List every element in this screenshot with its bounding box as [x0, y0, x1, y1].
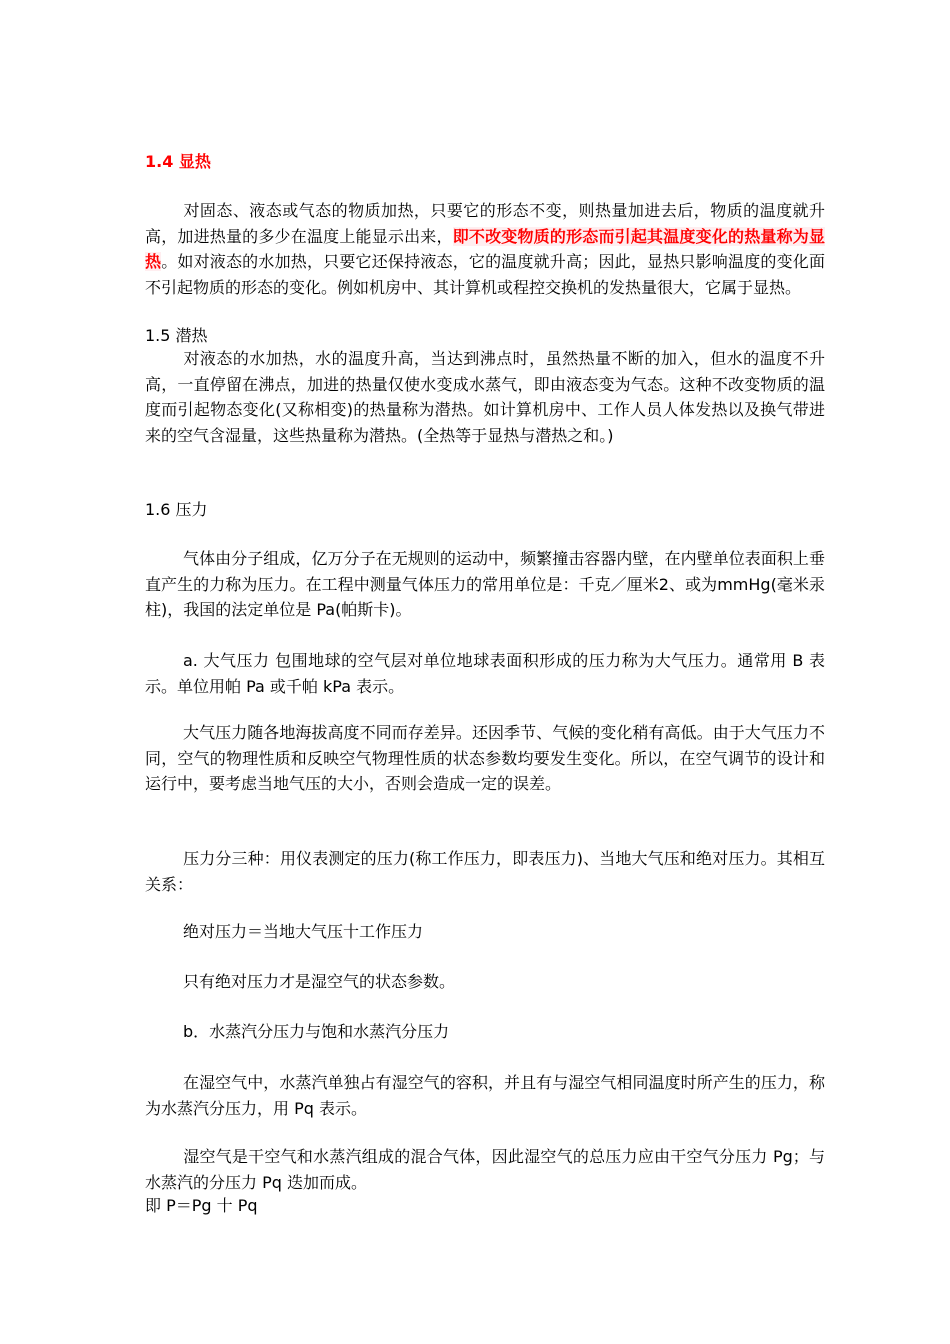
section-1-6-text-7: 在湿空气中，水蒸汽单独占有湿空气的容积，并且有与湿空气相同温度时所产生的压力，称为水蒸汽分压力，用 Pq 表示。 — [145, 1073, 825, 1118]
section-1-6-paragraph-2 — [145, 648, 825, 699]
formula-total-pressure: 即 P＝Pg 十 Pq — [145, 1196, 258, 1215]
section-1-6-text-4: 压力分三种：用仪表测定的压力(称工作压力，即表压力)、当地大气压和绝对压力。其相互关系： — [145, 849, 825, 894]
section-1-4-paragraph — [145, 198, 825, 300]
section-1-6-text-5: 只有绝对压力才是湿空气的状态参数。 — [183, 972, 456, 991]
section-1-5-heading: 1.5 潜热 — [145, 326, 208, 345]
section-1-4-heading: 1.4 显热 — [145, 152, 211, 171]
section-1-4-highlight: 即不改变物质的形态而引起其温度变化的热量称为显热 — [145, 226, 825, 272]
section-1-6-paragraph-7 — [145, 1070, 825, 1121]
section-1-6-text-1: 气体由分子组成，亿万分子在无规则的运动中，频繁撞击容器内壁，在内壁单位表面积上垂直产生的力称为压力。在工程中测量气体压力的常用单位是：千克／厘米2、或为mmHg(毫米汞柱)，我国的法定单位是 Pa(帕斯卡)。 — [145, 549, 825, 620]
section-1-6-paragraph-4 — [145, 846, 825, 897]
section-1-5-text: 对液态的水加热，水的温度升高，当达到沸点时，虽然热量不断的加入，但水的温度不升高，一直停留在沸点，加进的热量仅使水变成水蒸气，即由液态变为气态。这种不改变物质的温度而引起物态变化(又称相变)的热量称为潜热。如计算机房中、工作人员人体发热以及换气带进来的空气含湿量，这些热量称为潜热。(全热等于显热与潜热之和。) — [145, 349, 825, 445]
section-1-4-text-b: 。如对液态的水加热，只要它还保持液态，它的温度就升高；因此，显热只影响温度的变化面不引起物质的形态的变化。例如机房中、其计算机或程控交换机的发热量很大，它属于显热。 — [145, 252, 825, 297]
section-1-6-heading: 1.6 压力 — [145, 500, 208, 519]
section-1-5-paragraph — [145, 346, 825, 448]
section-1-6-paragraph-3 — [145, 720, 825, 797]
section-1-6-paragraph-8 — [145, 1144, 825, 1195]
section-1-6-text-2: a. 大气压力 包围地球的空气层对单位地球表面积形成的压力称为大气压力。通常用 B 表示。单位用帕 Pa 或千帕 kPa 表示。 — [145, 651, 825, 696]
formula-absolute-pressure: 绝对压力＝当地大气压十工作压力 — [183, 922, 424, 941]
section-1-6-paragraph-1 — [145, 546, 825, 623]
section-1-6-text-3: 大气压力随各地海拔高度不同而存差异。还因季节、气候的变化稍有高低。由于大气压力不同，空气的物理性质和反映空气物理性质的状态参数均要发生变化。所以，在空气调节的设计和运行中，要考虑当地气压的大小，否则会造成一定的误差。 — [145, 723, 825, 794]
section-1-4-text-a: 对固态、液态或气态的物质加热，只要它的形态不变，则热量加进去后，物质的温度就升高，加进热量的多少在温度上能显示出来， — [145, 201, 825, 246]
section-1-6-text-8: 湿空气是干空气和水蒸汽组成的混合气体，因此湿空气的总压力应由干空气分压力 Pg；与水蒸汽的分压力 Pq 迭加而成。 — [145, 1147, 825, 1192]
subheading-vapor-pressure: b．水蒸汽分压力与饱和水蒸汽分压力 — [183, 1022, 450, 1041]
